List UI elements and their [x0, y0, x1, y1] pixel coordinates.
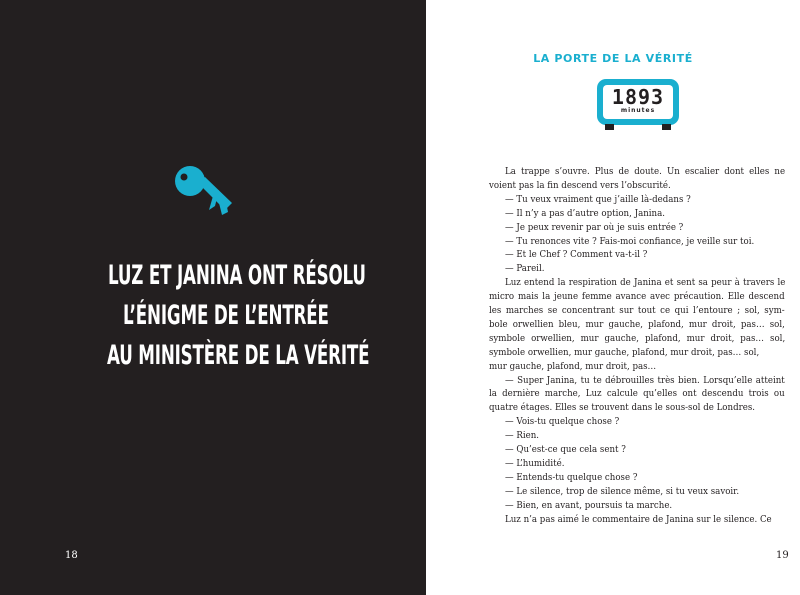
key-icon [172, 163, 236, 217]
timer-body [597, 79, 679, 125]
timer-foot-left [605, 124, 614, 130]
headline-line: L’ÉNIGME DE L’ENTRÉE [123, 300, 329, 331]
page-number-right: 19 [776, 550, 789, 561]
text-line: — Qu’est-ce que cela sent ? [505, 444, 626, 455]
headline-line: AU MINISTÈRE DE LA VÉRITÉ [107, 340, 370, 371]
timer-value: 1893 [611, 85, 665, 109]
text-line: — Bien, en avant, poursuis ta marche. [505, 499, 673, 511]
headline-line: LUZ ET JANINA ONT RÉSOLU [108, 260, 366, 291]
text-line: — Super Janina, tu te débrouilles très bien. Lorsqu’elle atteint [505, 374, 785, 386]
text-line: Luz n’a pas aimé le commentaire de Janina sur le silence. Ce [505, 513, 772, 525]
text-line: Luz entend la respiration de Janina et sent sa peur à travers le [505, 277, 786, 289]
timer-screen [603, 85, 673, 119]
text-line: — Tu veux vraiment que j’aille là-dedans ? [505, 193, 691, 205]
text-line: La trappe s’ouvre. Plus de doute. Un escalier dont elles ne [505, 166, 786, 177]
text-line: — Rien. [505, 430, 540, 442]
text-line: — Il n’y a pas d’autre option, Janina. [505, 207, 665, 219]
text-line: la dernière marche, Luz calcule qu’elles ont descendu trois ou [489, 388, 785, 400]
text-line: symbole orwellien, mur gauche, plafond, mur droit, pas… sol, [489, 346, 760, 358]
text-line: les marches se concentrant sur tout ce qui l’entoure ; sol, sym- [489, 305, 785, 316]
text-line: — Pareil. [505, 263, 545, 275]
text-line: quatre étages. Elles se trouvent dans le sous-sol de Londres. [489, 402, 756, 414]
text-line: bole orwellien bleu, mur gauche, plafond, mur droit, pas… sol, [489, 318, 785, 330]
text-line: symbole orwellien, mur gauche, plafond, mur droit, pas… sol, [489, 332, 786, 344]
text-line: voient pas la fin descend vers l’obscurité. [489, 179, 671, 191]
chapter-title: LA PORTE DE LA VÉRITÉ [533, 52, 693, 65]
text-line: micro mais la jeune femme avance avec précaution. Elle descend [489, 291, 785, 303]
text-line: — Vois-tu quelque chose ? [505, 416, 620, 428]
text-line: — L’humidité. [505, 457, 565, 469]
timer-unit: minutes [620, 107, 656, 114]
text-line: — Et le Chef ? Comment va-t-il ? [505, 249, 648, 261]
text-line: mur gauche, plafond, mur droit, pas… [489, 360, 657, 372]
page-number-left: 18 [65, 550, 78, 561]
timer-foot-right [662, 124, 671, 130]
text-line: — Tu renonces vite ? Fais-moi confiance, je veille sur toi. [505, 235, 755, 247]
text-line: — Entends-tu quelque chose ? [505, 471, 638, 483]
text-line: — Je peux revenir par où je suis entrée ? [505, 221, 684, 233]
timer [597, 79, 679, 131]
text-line: — Le silence, trop de silence même, si tu veux savoir. [505, 485, 740, 497]
